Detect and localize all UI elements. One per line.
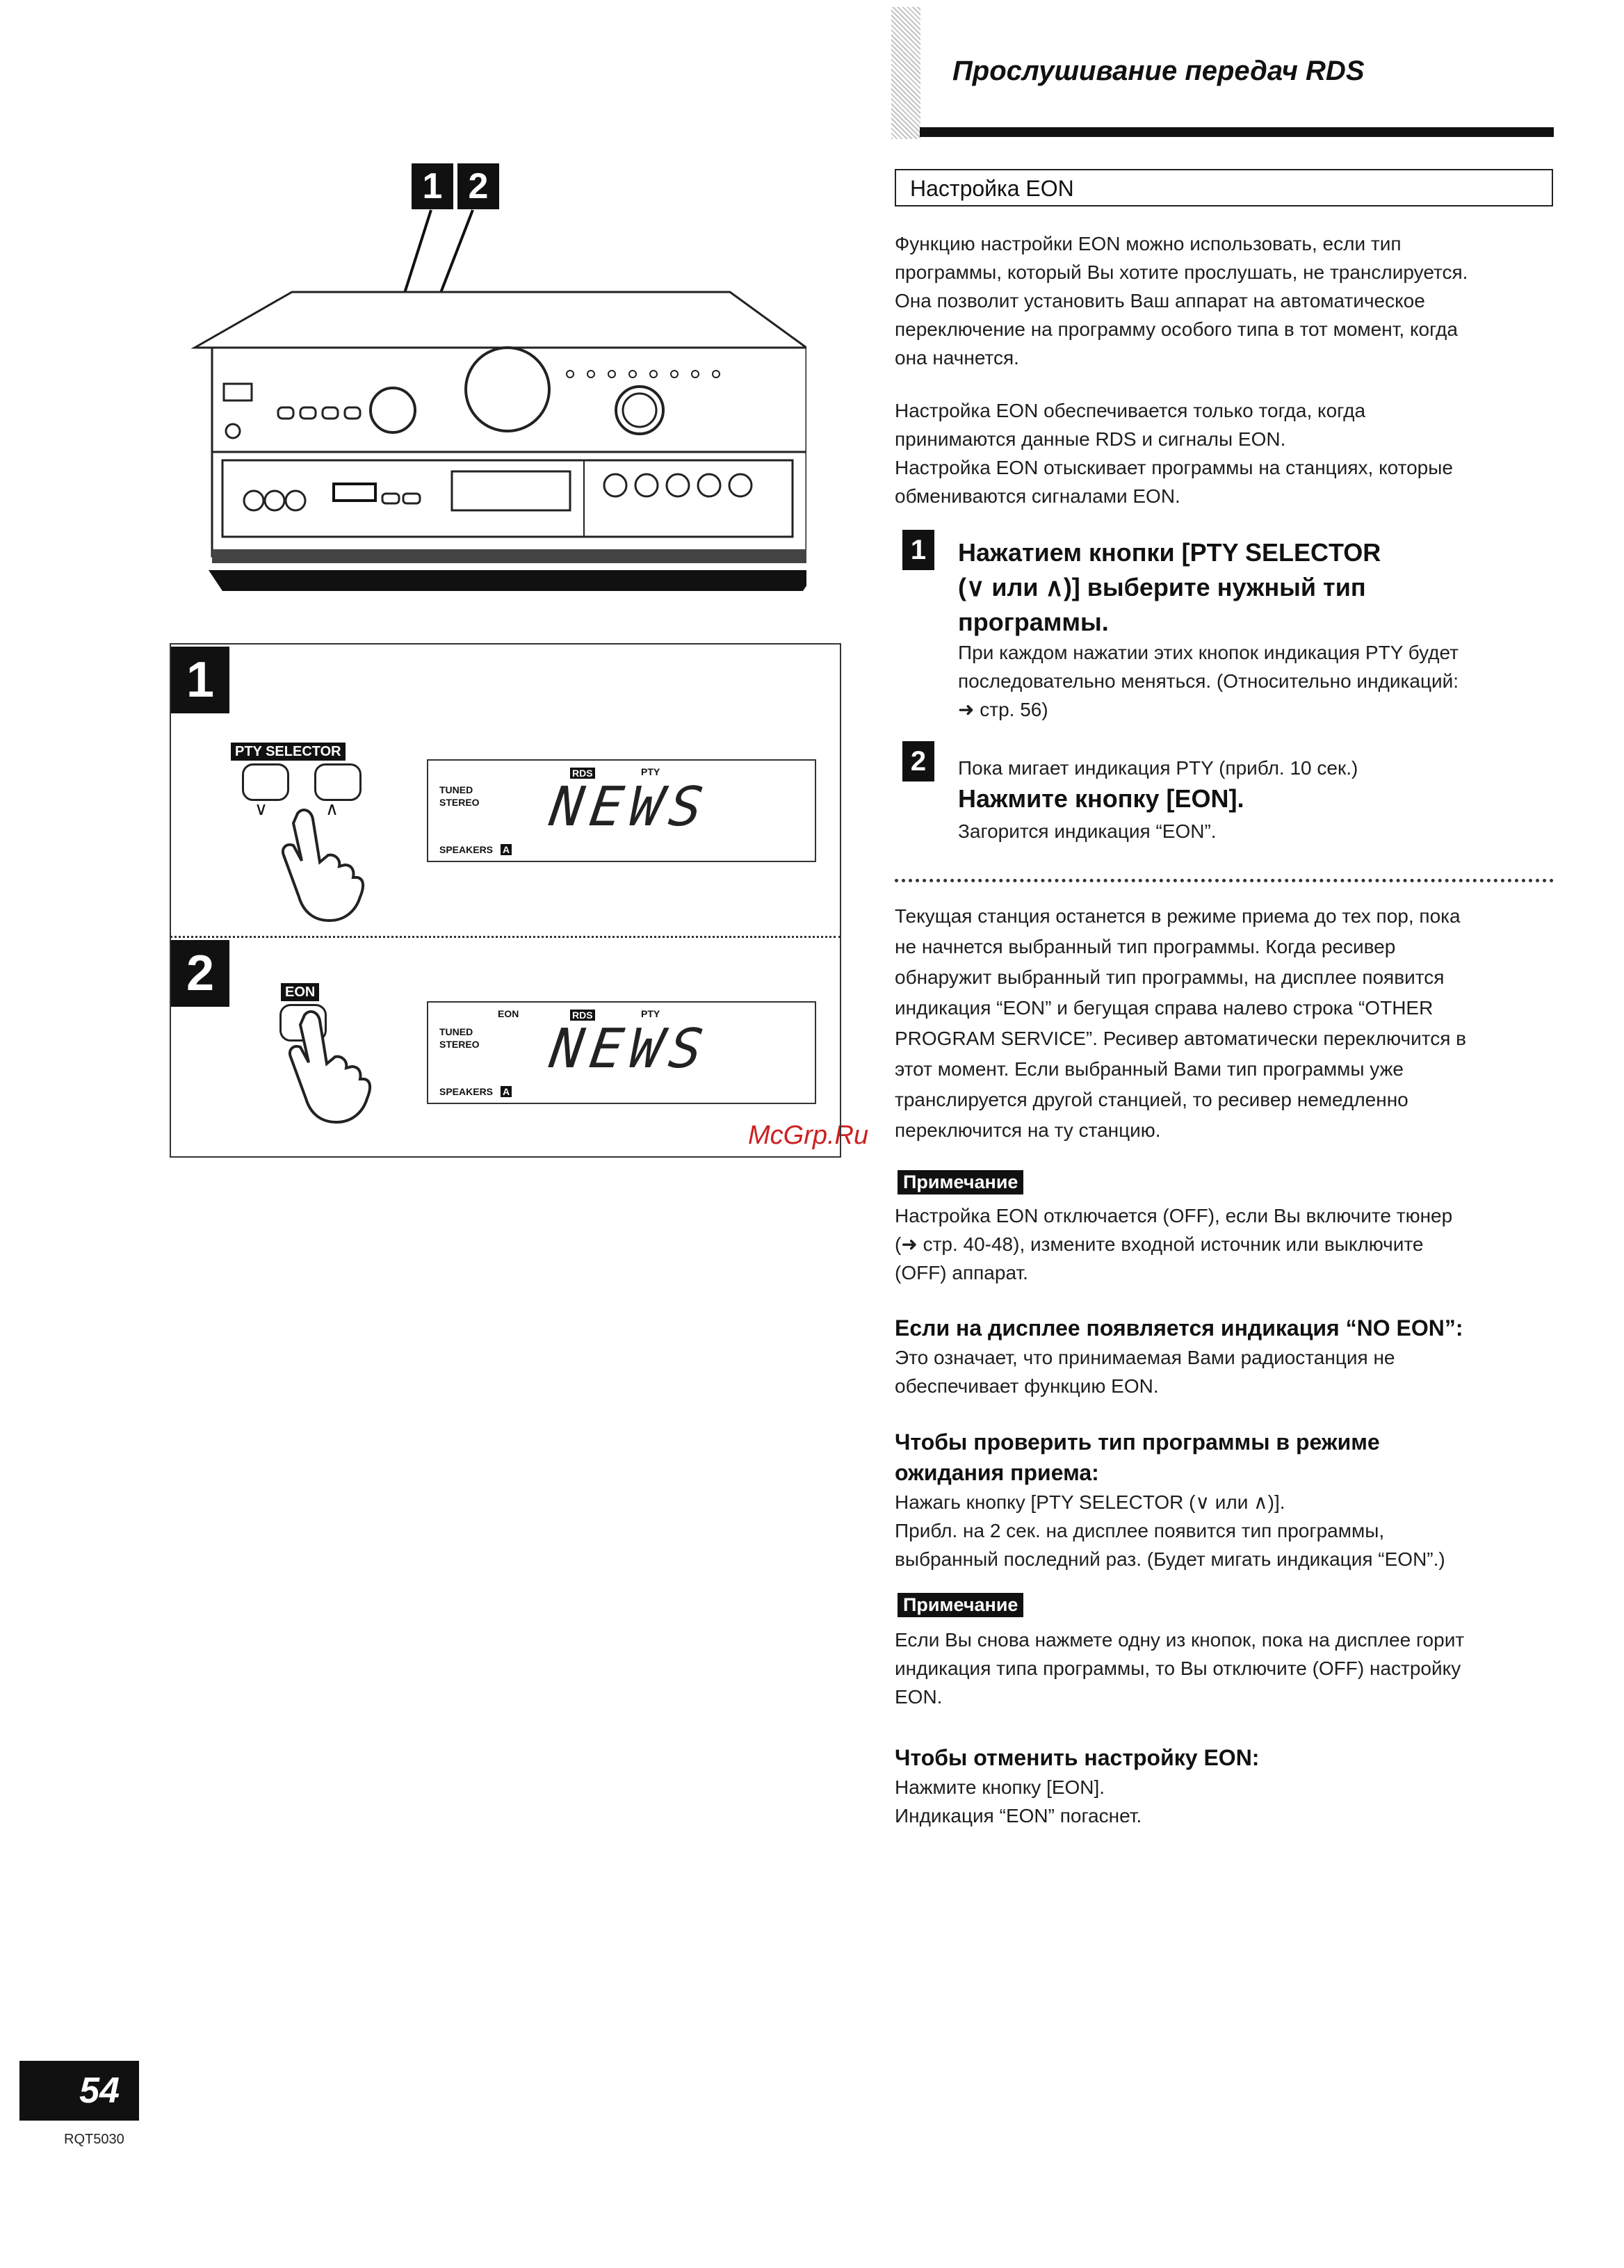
text-line: принимаются данные RDS и сигналы EON.	[895, 428, 1286, 450]
finger-press-icon	[278, 807, 368, 925]
rds-indicator: RDS	[570, 1010, 595, 1021]
text-line: Настройка EON обеспечивается только тогда, когда	[895, 400, 1366, 421]
document-code: RQT5030	[64, 2132, 124, 2147]
text-line: Прибл. на 2 сек. на дисплее появится тип программы,	[895, 1520, 1385, 1541]
note-2-badge-wrap	[898, 1593, 1023, 1617]
text-line: последовательно меняться. (Относительно индикаций:	[958, 670, 1459, 692]
text-line: Настройка EON отыскивает программы на станциях, которые	[895, 457, 1453, 478]
note-1-badge-wrap	[898, 1170, 1023, 1194]
up-arrow-icon: ∧	[325, 798, 339, 819]
note-2-badge: Примечание	[898, 1593, 1023, 1617]
lcd-text: NEWS	[546, 776, 714, 839]
callout-2: 2	[457, 163, 499, 209]
heading-line: (∨ или ∧)] выберите нужный тип	[958, 573, 1366, 601]
cancel-text	[895, 1773, 1555, 1830]
step-1-heading	[958, 535, 1556, 640]
pty-selector-label: PTY SELECTOR	[231, 743, 346, 761]
cancel-heading: Чтобы отменить настройку EON:	[895, 1745, 1260, 1770]
text-line: программы, который Вы хотите прослушать, не транслируется.	[895, 261, 1468, 283]
pty-indicator: PTY	[641, 766, 660, 777]
no-eon-heading: Если на дисплее появляется индикация “NO EON”:	[895, 1315, 1463, 1340]
lcd-text: NEWS	[546, 1018, 714, 1080]
eon-label-wrap	[281, 985, 319, 1001]
eon-label: EON	[281, 983, 319, 1001]
heading-line: Нажатием кнопки [PTY SELECTOR	[958, 538, 1381, 567]
step-1-number: 1	[902, 530, 934, 570]
text-line: Функцию настройки EON можно использовать, если тип	[895, 233, 1402, 254]
page-title: Прослушивание передач RDS	[952, 56, 1365, 86]
text-line: Нажмите кнопку [EON].	[895, 1776, 1105, 1798]
text-line: индикация типа программы, то Вы отключите (OFF) настройку	[895, 1658, 1461, 1679]
section-title-box	[895, 169, 1553, 206]
text-line: PROGRAM SERVICE”. Ресивер автоматически переключится в	[895, 1028, 1467, 1049]
text-line: Индикация “EON” погаснет.	[895, 1805, 1142, 1826]
header-texture	[891, 7, 920, 139]
text-line: обеспечивает функцию EON.	[895, 1375, 1159, 1397]
intro-paragraph	[895, 229, 1555, 372]
text-line: индикация “EON” и бегущая справа налево строка “OTHER	[895, 997, 1434, 1019]
step-2-number: 2	[902, 741, 934, 781]
header-rule	[920, 127, 1554, 137]
panel-2-number: 2	[171, 940, 229, 1007]
step-2-heading: Нажмите кнопку [EON].	[958, 784, 1244, 813]
check-text	[895, 1488, 1555, 1573]
stereo-indicator: STEREO	[439, 797, 480, 808]
text-line: Настройка EON отключается (OFF), если Вы включите тюнер	[895, 1205, 1453, 1226]
text-line: переключение на программу особого типа в тот момент, когда	[895, 318, 1458, 340]
note-1-badge: Примечание	[898, 1170, 1023, 1194]
down-arrow-icon: ∨	[254, 798, 268, 819]
text-line: обмениваются сигналами EON.	[895, 485, 1180, 507]
speakers-indicator: SPEAKERS	[439, 844, 494, 855]
text-line: выбранный последний раз. (Будет мигать индикация “EON”.)	[895, 1548, 1445, 1570]
watermark: McGrp.Ru	[748, 1121, 869, 1150]
section-title: Настройка EON	[910, 176, 1074, 201]
text-line: она начнется.	[895, 347, 1019, 368]
text-line: (➜ стр. 40-48), измените входной источник или выключите	[895, 1233, 1424, 1255]
text-line: EON.	[895, 1686, 943, 1708]
stereo-indicator: STEREO	[439, 1039, 480, 1050]
dotted-separator	[895, 879, 1554, 882]
text-line: этот момент. Если выбранный Вами тип программы уже	[895, 1058, 1404, 1080]
receiver-illustration	[181, 202, 806, 591]
pty-down-button[interactable]	[242, 763, 289, 801]
pty-indicator: PTY	[641, 1008, 660, 1019]
pty-selector-label-wrap	[231, 744, 346, 760]
panel-2-display	[427, 1001, 816, 1104]
page-number: 54	[19, 2061, 139, 2121]
panel-1-display	[427, 759, 816, 862]
text-line: При каждом нажатии этих кнопок индикация PTY будет	[958, 642, 1459, 663]
text-line: переключится на ту станцию.	[895, 1119, 1161, 1141]
main-paragraph	[895, 901, 1555, 1146]
speakers-a-badge: A	[501, 844, 512, 855]
callout-1: 1	[412, 163, 453, 209]
check-heading	[895, 1427, 1555, 1488]
text-line: Она позволит установить Ваш аппарат на автоматическое	[895, 290, 1425, 311]
pty-up-button[interactable]	[314, 763, 362, 801]
rds-indicator: RDS	[570, 768, 595, 779]
heading-line: программы.	[958, 608, 1109, 636]
text-line: не начнется выбранный тип программы. Когда ресивер	[895, 936, 1396, 957]
step-2-post: Загорится индикация “EON”.	[958, 820, 1217, 842]
step-1-body	[958, 638, 1556, 724]
step-2-pre: Пока мигает индикация PTY (прибл. 10 сек.)	[958, 757, 1358, 779]
text-line: Это означает, что принимаемая Вами радиостанция не	[895, 1347, 1395, 1368]
text-line: Текущая станция останется в режиме приема до тех пор, пока	[895, 905, 1461, 927]
text-line: транслируется другой станцией, то ресивер немедленно	[895, 1089, 1408, 1110]
tuned-indicator: TUNED	[439, 784, 473, 795]
finger-press-icon	[285, 1008, 375, 1126]
text-line: Нажагь кнопку [PTY SELECTOR (∨ или ∧)].	[895, 1491, 1285, 1513]
note-2-text	[895, 1626, 1555, 1711]
tuned-indicator: TUNED	[439, 1026, 473, 1037]
text-line: обнаружит выбранный тип программы, на дисплее появится	[895, 966, 1445, 988]
panel-divider	[170, 936, 841, 938]
no-eon-text	[895, 1343, 1555, 1400]
intro-paragraph-2	[895, 396, 1555, 510]
speakers-a-badge: A	[501, 1086, 512, 1097]
eon-indicator: EON	[498, 1008, 519, 1019]
text-line: (OFF) аппарат.	[895, 1262, 1028, 1283]
text-line: Если Вы снова нажмете одну из кнопок, пока на дисплее горит	[895, 1629, 1465, 1651]
panel-1-number: 1	[171, 647, 229, 713]
speakers-indicator: SPEAKERS	[439, 1086, 494, 1097]
text-line: ➜ стр. 56)	[958, 699, 1048, 720]
heading-line: Чтобы проверить тип программы в режиме	[895, 1429, 1380, 1455]
heading-line: ожидания приема:	[895, 1460, 1099, 1485]
note-1-text	[895, 1201, 1555, 1287]
